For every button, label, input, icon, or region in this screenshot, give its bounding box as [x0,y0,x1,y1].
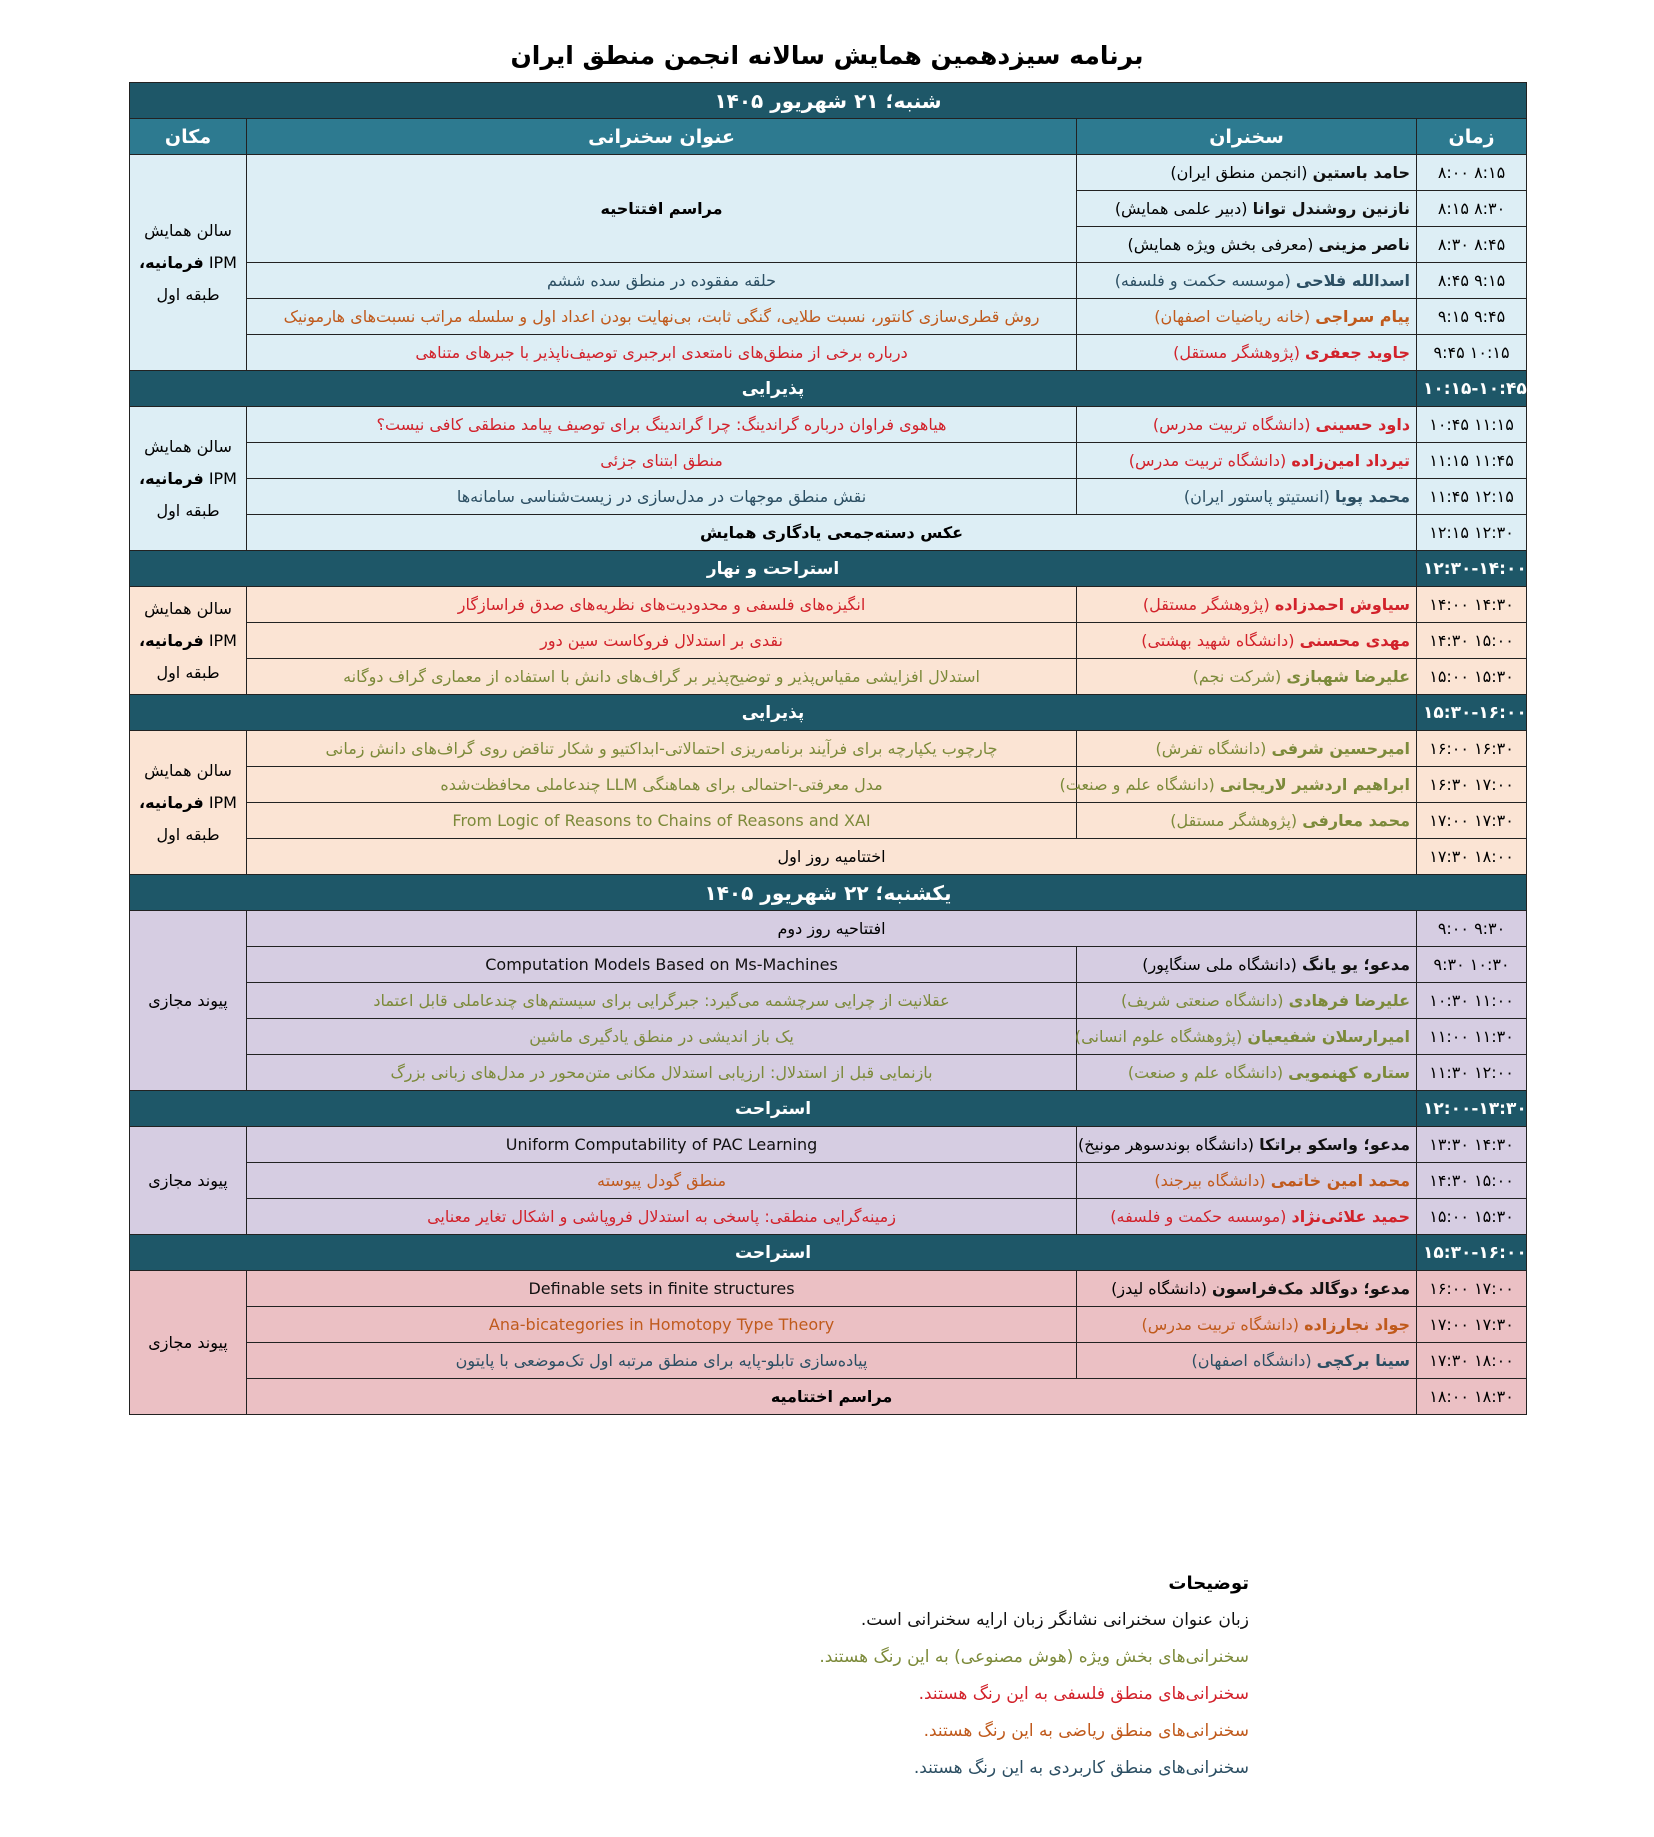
speaker-name: سیاوش احمدزاده [1274,595,1411,614]
speaker-cell [1077,299,1417,335]
table-row [130,1055,1527,1091]
table-row [130,335,1527,371]
speaker-cell [1077,1307,1417,1343]
speaker-affiliation: (موسسه حکمت و فلسفه) [1110,1207,1287,1226]
speaker-name: محمد امین خاتمی [1270,1171,1411,1190]
talk-title: Definable sets in finite structures [247,1271,1077,1307]
speaker-affiliation: (دانشگاه لیدز) [1111,1279,1207,1298]
speaker-affiliation: (دانشگاه شهید بهشتی) [1141,631,1295,650]
speaker-cell [1077,1343,1417,1379]
speaker-cell [1077,1163,1417,1199]
speaker-affiliation: (دانشگاه صنعتی شریف) [1120,991,1284,1010]
location-cell [130,155,247,371]
table-row [130,443,1527,479]
speaker-affiliation: (انجمن منطق ایران) [1170,163,1308,182]
time-cell: ۱۱:۴۵ ۱۲:۱۵ [1417,479,1527,515]
talk-title: بازنمایی قبل از استدلال: ارزیابی استدلال مکانی متن‌محور در مدل‌های زبانی بزرگ [247,1055,1077,1091]
speaker-affiliation: (پژوهشگر مستقل) [1173,343,1300,362]
time-cell: ۱۳:۳۰ ۱۴:۳۰ [1417,1127,1527,1163]
speaker-affiliation: (پژوهشگر مستقل) [1170,811,1298,830]
note-line: سخنرانی‌های بخش ویژه (هوش مصنوعی) به این رنگ هستند. [819,1647,1249,1667]
location-line: طبقه اول [156,824,220,844]
schedule-table [129,82,1527,1415]
speaker-name: مدعو؛ یو یانگ [1301,955,1411,974]
speaker-affiliation: (پژوهشگر مستقل) [1142,595,1270,614]
speaker-cell [1077,407,1417,443]
table-row [130,731,1527,767]
speaker-cell [1077,155,1417,191]
time-cell: ۹:۰۰ ۹:۳۰ [1417,911,1527,947]
header-speakers: سخنران [1077,119,1417,155]
speaker-cell [1077,1127,1417,1163]
table-row [130,839,1527,875]
break-label: پذیرایی [130,371,1417,407]
talk-title: Computation Models Based on Ms-Machines [247,947,1077,983]
speaker-cell [1077,191,1417,227]
time-cell: ۱۰:۳۰ ۱۱:۰۰ [1417,983,1527,1019]
table-row [130,1163,1527,1199]
talk-title: یک باز اندیشی در منطق یادگیری ماشین [247,1019,1077,1055]
location-line: سالن همایش [144,220,232,240]
break-row [130,1091,1527,1127]
speaker-affiliation: (دانشگاه تفرش) [1155,739,1267,758]
speaker-affiliation: (دانشگاه علم و صنعت) [1059,775,1215,794]
speaker-cell [1077,623,1417,659]
speaker-affiliation: (دانشگاه علم و صنعت) [1127,1063,1284,1082]
table-row [130,1379,1527,1415]
speaker-name: سینا برکچی [1316,1351,1411,1370]
talk-title: Ana-bicategories in Homotopy Type Theory [247,1307,1077,1343]
talk-title: زمینه‌گرایی منطقی: پاسخی به استدلال فروپاشی و اشکال تغایر معنایی [247,1199,1077,1235]
speaker-name: امیرحسین شرفی [1271,739,1411,758]
speaker-name: اسدالله فلاحی [1295,271,1411,290]
table-row [130,155,1527,191]
table-row [130,767,1527,803]
time-cell: ۱۲:۱۵ ۱۲:۳۰ [1417,515,1527,551]
time-cell: ۱۴:۰۰ ۱۴:۳۰ [1417,587,1527,623]
talk-title: مدل معرفتی-احتمالی برای هماهنگی LLM چندعاملی محافظت‌شده [247,767,1077,803]
notes-title: توضیحات [1168,1573,1249,1594]
time-cell: ۱۴:۳۰ ۱۵:۰۰ [1417,1163,1527,1199]
location-line: سالن همایش [144,598,232,618]
table-row [130,263,1527,299]
talk-title: منطق گودل پیوسته [247,1163,1077,1199]
time-cell: ۸:۰۰ ۸:۱۵ [1417,155,1527,191]
opening-ceremony: مراسم افتتاحیه [247,155,1077,263]
speaker-name: حامد باستین [1312,163,1411,182]
time-cell: ۱۱:۳۰ ۱۲:۰۰ [1417,1055,1527,1091]
speaker-name: جواد نجارزاده [1304,1315,1411,1334]
talk-title: چارچوب یکپارچه برای فرآیند برنامه‌ریزی احتمالاتی-ابداکتیو و شکار تناقض روی گراف‌های دانش زمانی [247,731,1077,767]
time-cell: ۱۷:۰۰ ۱۷:۳۰ [1417,803,1527,839]
note-line: زبان عنوان سخنرانی نشانگر زبان ارایه سخنرانی است. [860,1610,1249,1630]
speaker-name: مدعو؛ واسکو براتکا [1259,1135,1411,1154]
talk-title: درباره برخی از منطق‌های نامتعدی ابرجبری توصیف‌ناپذیر با جبرهای متناهی [247,335,1077,371]
speaker-cell [1077,803,1417,839]
time-cell: ۱۸:۰۰ ۱۸:۳۰ [1417,1379,1527,1415]
day-header-2 [130,875,1527,911]
location-cell [130,587,247,695]
speaker-name: تیرداد امین‌زاده [1291,451,1411,470]
speaker-name: مدعو؛ دوگالد مک‌فراسون [1212,1279,1411,1298]
speaker-cell [1077,731,1417,767]
table-row [130,407,1527,443]
break-label: استراحت و نهار [130,551,1417,587]
location-cell [130,731,247,875]
speaker-affiliation: (دانشگاه تربیت مدرس) [1141,1315,1299,1334]
page-title: برنامه سیزدهمین همایش سالانه انجمن منطق ایران [510,41,1144,70]
speaker-cell [1059,767,1417,803]
day-label: یکشنبه؛ ۲۲ شهریور ۱۴۰۵ [130,875,1527,911]
speaker-cell [1077,983,1417,1019]
table-row [130,659,1527,695]
speaker-affiliation: (خانه ریاضیات اصفهان) [1154,307,1311,326]
speaker-name: مهدی محسنی [1299,631,1411,650]
time-cell: ۹:۳۰ ۱۰:۳۰ [1417,947,1527,983]
table-row [130,623,1527,659]
time-cell: ۱۱:۱۵ ۱۱:۴۵ [1417,443,1527,479]
speaker-cell [1077,1055,1417,1091]
break-time: ۱۲:۰۰-۱۳:۳۰ [1417,1091,1527,1127]
break-time: ۱۵:۳۰-۱۶:۰۰ [1417,695,1527,731]
speaker-name: ناصر مزینی [1318,235,1411,254]
table-row [130,479,1527,515]
time-cell: ۸:۳۰ ۸:۴۵ [1417,227,1527,263]
break-label: استراحت [130,1091,1417,1127]
time-cell: ۱۵:۰۰ ۱۵:۳۰ [1417,1199,1527,1235]
location-line: طبقه اول [156,662,220,682]
table-row [130,1271,1527,1307]
location-line: IPM فرمانیه، [139,630,237,650]
break-time: ۱۰:۱۵-۱۰:۴۵ [1417,371,1527,407]
talk-title: هیاهوی فراوان درباره گراندینگ: چرا گراندینگ برای توصیف پیامد منطقی کافی نیست؟ [247,407,1077,443]
speaker-cell [1077,1271,1417,1307]
header-title: عنوان سخنرانی [247,119,1077,155]
break-row [130,551,1527,587]
talk-title: حلقه مفقوده در منطق سده ششم [247,263,1077,299]
column-headers [130,119,1527,155]
talk-title: استدلال افزایشی مقیاس‌پذیر و توضیح‌پذیر بر گراف‌های دانش با استفاده از معماری گراف دوگانه [247,659,1077,695]
table-row [130,947,1527,983]
break-row [130,371,1527,407]
break-time: ۱۵:۳۰-۱۶:۰۰ [1417,1235,1527,1271]
table-row [130,1199,1527,1235]
table-row [130,803,1527,839]
location-cell: پیوند مجازی [130,1127,247,1235]
location-line: IPM فرمانیه، [139,468,237,488]
time-cell: ۱۶:۰۰ ۱۶:۳۰ [1417,731,1527,767]
break-time: ۱۲:۳۰-۱۴:۰۰ [1417,551,1527,587]
location-cell [130,407,247,551]
speaker-name: امیرارسلان شفیعیان [1247,1027,1411,1046]
speaker-name: محمد معارفی [1302,811,1411,830]
speaker-affiliation: (موسسه حکمت و فلسفه) [1114,271,1291,290]
time-cell: ۸:۱۵ ۸:۳۰ [1417,191,1527,227]
location-cell: پیوند مجازی [130,1271,247,1415]
time-cell: ۱۷:۰۰ ۱۷:۳۰ [1417,1307,1527,1343]
speaker-name: جاوید جعفری [1305,343,1411,362]
time-cell: ۱۴:۳۰ ۱۵:۰۰ [1417,623,1527,659]
note-line: سخنرانی‌های منطق کاربردی به این رنگ هستند. [913,1758,1249,1778]
speaker-name: محمد پویا [1335,487,1411,506]
speaker-cell [1077,335,1417,371]
table-row [130,983,1527,1019]
speaker-cell [1074,1019,1417,1055]
speaker-affiliation: (دانشگاه بیرجند) [1154,1171,1266,1190]
time-cell: ۱۱:۰۰ ۱۱:۳۰ [1417,1019,1527,1055]
break-label: پذیرایی [130,695,1417,731]
table-row [130,911,1527,947]
location-line: طبقه اول [156,500,220,520]
talk-title: انگیزه‌های فلسفی و محدودیت‌های نظریه‌های صدق فراسازگار [247,587,1077,623]
speaker-affiliation: (دانشگاه اصفهان) [1191,1351,1312,1370]
table-row [130,299,1527,335]
break-row [130,1235,1527,1271]
break-label: استراحت [130,1235,1417,1271]
header-location: مکان [130,119,247,155]
time-cell: ۹:۱۵ ۹:۴۵ [1417,299,1527,335]
speaker-affiliation: (پژوهشگاه علوم انسانی) [1074,1027,1243,1046]
note-line: سخنرانی‌های منطق فلسفی به این رنگ هستند. [918,1684,1249,1704]
day-label: شنبه؛ ۲۱ شهریور ۱۴۰۵ [130,83,1527,119]
speaker-cell [1077,479,1417,515]
location-line: سالن همایش [144,760,232,780]
talk-title: Uniform Computability of PAC Learning [247,1127,1077,1163]
speaker-affiliation: (انستیتو پاستور ایران) [1183,487,1330,506]
day-closing: اختتامیه روز اول [247,839,1417,875]
talk-title: From Logic of Reasons to Chains of Reasons and XAI [247,803,1077,839]
talk-title: نقدی بر استدلال فروکاست سین دور [247,623,1077,659]
speaker-affiliation: (دانشگاه تربیت مدرس) [1152,415,1311,434]
speaker-cell [1077,947,1417,983]
speaker-affiliation: (دانشگاه ملی سنگاپور) [1142,955,1297,974]
note-line: سخنرانی‌های منطق ریاضی به این رنگ هستند. [923,1721,1249,1741]
speaker-affiliation: (دانشگاه تربیت مدرس) [1128,451,1287,470]
speaker-name: علیرضا شهبازی [1286,667,1411,686]
speaker-affiliation: (شرکت نجم) [1192,667,1282,686]
talk-title: پیاده‌سازی تابلو-پایه برای منطق مرتبه اول تک‌موضعی با پایتون [247,1343,1077,1379]
location-cell: پیوند مجازی [130,911,247,1091]
talk-title: منطق ابتنای جزئی [247,443,1077,479]
time-cell: ۱۵:۰۰ ۱۵:۳۰ [1417,659,1527,695]
speaker-name: پیام سراجی [1315,307,1411,326]
speaker-affiliation: (معرفی بخش ویژه همایش) [1127,235,1314,254]
talk-title: روش قطری‌سازی کانتور، نسبت طلایی، گنگی ثابت، بی‌نهایت بودن اعداد اول و سلسله مراتب نسبت‌های هارمونیک [247,299,1077,335]
table-row [130,1127,1527,1163]
table-row [130,587,1527,623]
time-cell: ۱۰:۴۵ ۱۱:۱۵ [1417,407,1527,443]
time-cell: ۱۷:۳۰ ۱۸:۰۰ [1417,839,1527,875]
table-row [130,1307,1527,1343]
location-line: IPM فرمانیه، [139,792,237,812]
location-line: سالن همایش [144,436,232,456]
table-row [130,1343,1527,1379]
talk-title: عقلانیت از چرایی سرچشمه می‌گیرد: جبرگرایی برای سیستم‌های چندعاملی قابل اعتماد [247,983,1077,1019]
time-cell: ۹:۴۵ ۱۰:۱۵ [1417,335,1527,371]
speaker-name: ستاره کهنمویی [1288,1063,1411,1082]
day-opening: افتتاحیه روز دوم [247,911,1417,947]
speaker-name: داود حسینی [1315,415,1411,434]
day-header-1 [130,83,1527,119]
group-photo: عکس دسته‌جمعی یادگاری همایش [247,515,1417,551]
talk-title: نقش منطق موجهات در مدل‌سازی در زیست‌شناسی سامانه‌ها [247,479,1077,515]
header-time: زمان [1417,119,1527,155]
speaker-cell [1077,263,1417,299]
speaker-name: ابراهیم اردشیر لاریجانی [1219,775,1411,794]
time-cell: ۸:۴۵ ۹:۱۵ [1417,263,1527,299]
speaker-cell [1077,587,1417,623]
speaker-cell [1077,227,1417,263]
table-row [130,1019,1527,1055]
speaker-cell [1077,1199,1417,1235]
table-row [130,515,1527,551]
time-cell: ۱۶:۰۰ ۱۷:۰۰ [1417,1271,1527,1307]
notes-section [549,1565,1249,1787]
speaker-affiliation: (دبیر علمی همایش) [1114,199,1248,218]
speaker-affiliation: (دانشگاه بوندسوهر مونیخ) [1078,1135,1255,1154]
speaker-name: حمید علائی‌نژاد [1291,1207,1411,1226]
speaker-cell [1077,659,1417,695]
speaker-name: نازنین روشندل توانا [1252,199,1411,218]
speaker-name: علیرضا فرهادی [1288,991,1411,1010]
closing-ceremony: مراسم اختتامیه [247,1379,1417,1415]
time-cell: ۱۶:۳۰ ۱۷:۰۰ [1417,767,1527,803]
speaker-cell [1077,443,1417,479]
location-line: IPM فرمانیه، [139,252,237,272]
location-line: طبقه اول [156,284,220,304]
time-cell: ۱۷:۳۰ ۱۸:۰۰ [1417,1343,1527,1379]
break-row [130,695,1527,731]
